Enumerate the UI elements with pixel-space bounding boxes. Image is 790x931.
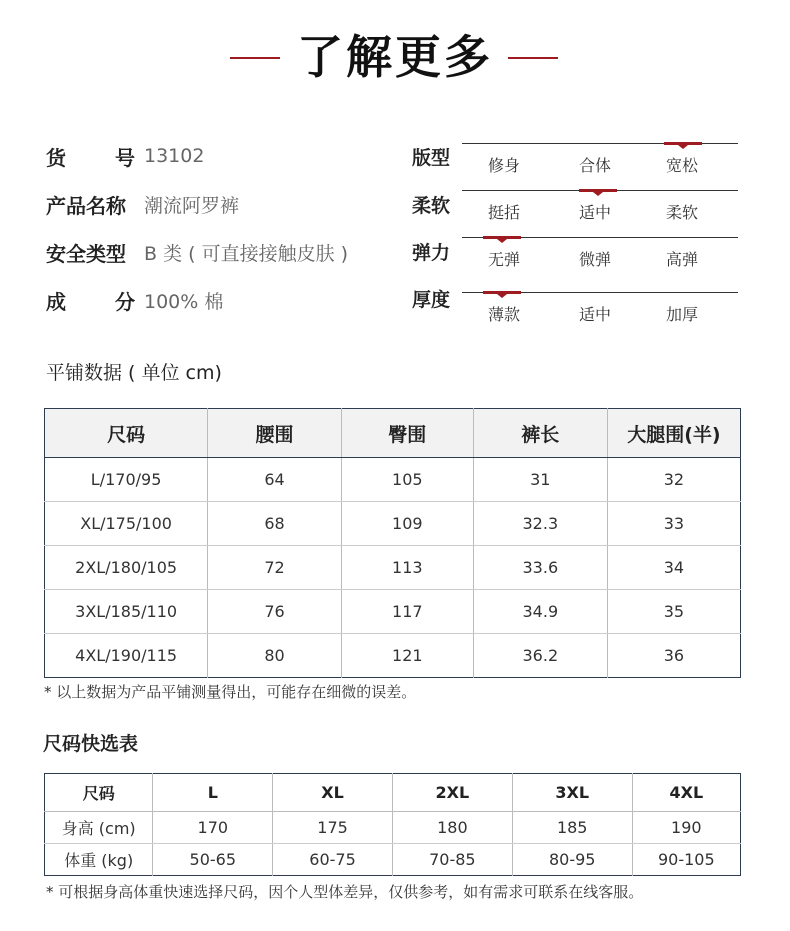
attr-label: 厚度 (412, 289, 451, 311)
table-cell: 121 (341, 634, 473, 678)
table-cell: 31 (473, 458, 607, 502)
measure-note: * 以上数据为产品平铺测量得出，可能存在细微的误差。 (44, 683, 417, 701)
table-header-cell: 尺码 (45, 774, 153, 812)
attr-selected-marker (483, 291, 521, 294)
attr-option: 合体 (579, 156, 612, 175)
table-header-cell: 尺码 (45, 409, 208, 458)
attr-option: 高弹 (666, 250, 699, 269)
info-item-no-label-a: 货 (46, 145, 66, 170)
table-cell: 109 (341, 502, 473, 546)
quick-size-table (44, 773, 741, 876)
table-cell: 68 (208, 502, 342, 546)
info-safety-value: B 类 ( 可直接接触皮肤 ) (144, 242, 349, 265)
attr-option: 适中 (579, 203, 612, 222)
attr-option: 修身 (488, 156, 521, 175)
info-item-no (46, 141, 204, 171)
info-product-name-label: 产品名称 (46, 193, 126, 218)
info-safety-label: 安全类型 (46, 241, 126, 266)
attr-option: 柔软 (666, 203, 699, 222)
attr-option: 加厚 (666, 305, 699, 324)
page-title: 了解更多 (297, 30, 493, 84)
table-cell: 36 (663, 646, 685, 665)
table-cell: 35 (607, 590, 740, 634)
table-cell: 2XL/180/105 (45, 546, 208, 590)
info-material-label-a: 成 (46, 289, 66, 314)
table-cell: 70-85 (392, 844, 512, 876)
attr-label: 弹力 (412, 242, 451, 264)
info-safety (46, 237, 348, 267)
table-row (45, 458, 741, 502)
table-row (45, 546, 741, 590)
table-cell: 34 (607, 546, 740, 590)
attr-option: 无弹 (488, 250, 521, 269)
table-header-cell: 2XL (392, 774, 512, 812)
table-cell: XL/175/100 (45, 502, 208, 546)
table-cell: 64 (208, 458, 342, 502)
table-cell: 4XL/190/115 (45, 634, 208, 678)
attr-label: 版型 (412, 147, 451, 169)
table-cell: 175 (273, 812, 393, 844)
table-cell: 185 (512, 812, 632, 844)
table-header-cell: 4XL (632, 774, 740, 812)
table-cell: 体重 (kg) (45, 844, 153, 876)
table-cell: 80-95 (512, 844, 632, 876)
info-item-no-value: 13102 (144, 145, 205, 167)
table-cell: L/170/95 (45, 458, 208, 502)
table-cell: 身高 (cm) (45, 812, 153, 844)
info-item-no-label-b: 号 (115, 145, 135, 170)
measure-title: 平铺数据 ( 单位 cm) (46, 362, 222, 384)
info-material-label (46, 286, 135, 315)
quick-note: * 可根据身高体重快速选择尺码，因个人型体差异，仅供参考，如有需求可联系在线客服。 (46, 883, 644, 901)
table-cell: 60-75 (273, 844, 393, 876)
table-cell: 33 (607, 502, 740, 546)
table-header-cell: 腰围 (208, 409, 342, 458)
table-cell: 180 (392, 812, 512, 844)
table-cell: 113 (341, 546, 473, 590)
table-row (45, 844, 741, 876)
attr-selected-marker (579, 189, 617, 192)
info-material-value: 100% 棉 (144, 290, 224, 313)
info-product-name-value: 潮流阿罗裤 (144, 194, 240, 217)
info-material (46, 285, 223, 315)
table-cell: 117 (341, 590, 473, 634)
table-cell: 190 (632, 812, 740, 844)
table-cell: 90-105 (657, 850, 715, 869)
table-cell: 36.2 (473, 634, 607, 678)
attr-option: 薄款 (488, 305, 521, 324)
table-cell: 32.3 (473, 502, 607, 546)
table-row (45, 590, 741, 634)
info-material-label-b: 分 (115, 289, 135, 314)
attr-option: 宽松 (666, 156, 699, 175)
table-row (45, 634, 741, 678)
table-header-cell: 裤长 (473, 409, 607, 458)
attr-selected-marker (483, 236, 521, 239)
attr-selected-marker (664, 142, 702, 145)
measure-header-row (45, 409, 741, 458)
table-cell: 80 (208, 634, 342, 678)
table-row (45, 812, 741, 844)
attr-option: 挺括 (488, 203, 521, 222)
quick-title: 尺码快选表 (43, 733, 139, 755)
table-header-cell: 臀围 (341, 409, 473, 458)
attr-option: 适中 (579, 305, 612, 324)
table-cell: 50-65 (153, 844, 273, 876)
table-cell: 33.6 (473, 546, 607, 590)
table-cell: 76 (208, 590, 342, 634)
table-cell: 3XL/185/110 (45, 590, 208, 634)
info-item-no-label (46, 142, 135, 171)
table-cell: 34.9 (473, 590, 607, 634)
info-product-name (46, 189, 239, 219)
table-cell: 170 (153, 812, 273, 844)
table-header-cell: 大腿围(半) (607, 409, 740, 458)
table-header-cell: L (153, 774, 273, 812)
measure-table (44, 408, 741, 678)
quick-header-row (45, 774, 741, 812)
attr-option: 微弹 (579, 250, 612, 269)
table-header-cell: XL (273, 774, 393, 812)
table-row (45, 502, 741, 546)
table-cell: 105 (341, 458, 473, 502)
attr-label: 柔软 (412, 195, 451, 217)
header-right-line (508, 57, 558, 59)
table-header-cell: 3XL (512, 774, 632, 812)
table-cell: 72 (208, 546, 342, 590)
table-cell: 32 (607, 458, 740, 502)
